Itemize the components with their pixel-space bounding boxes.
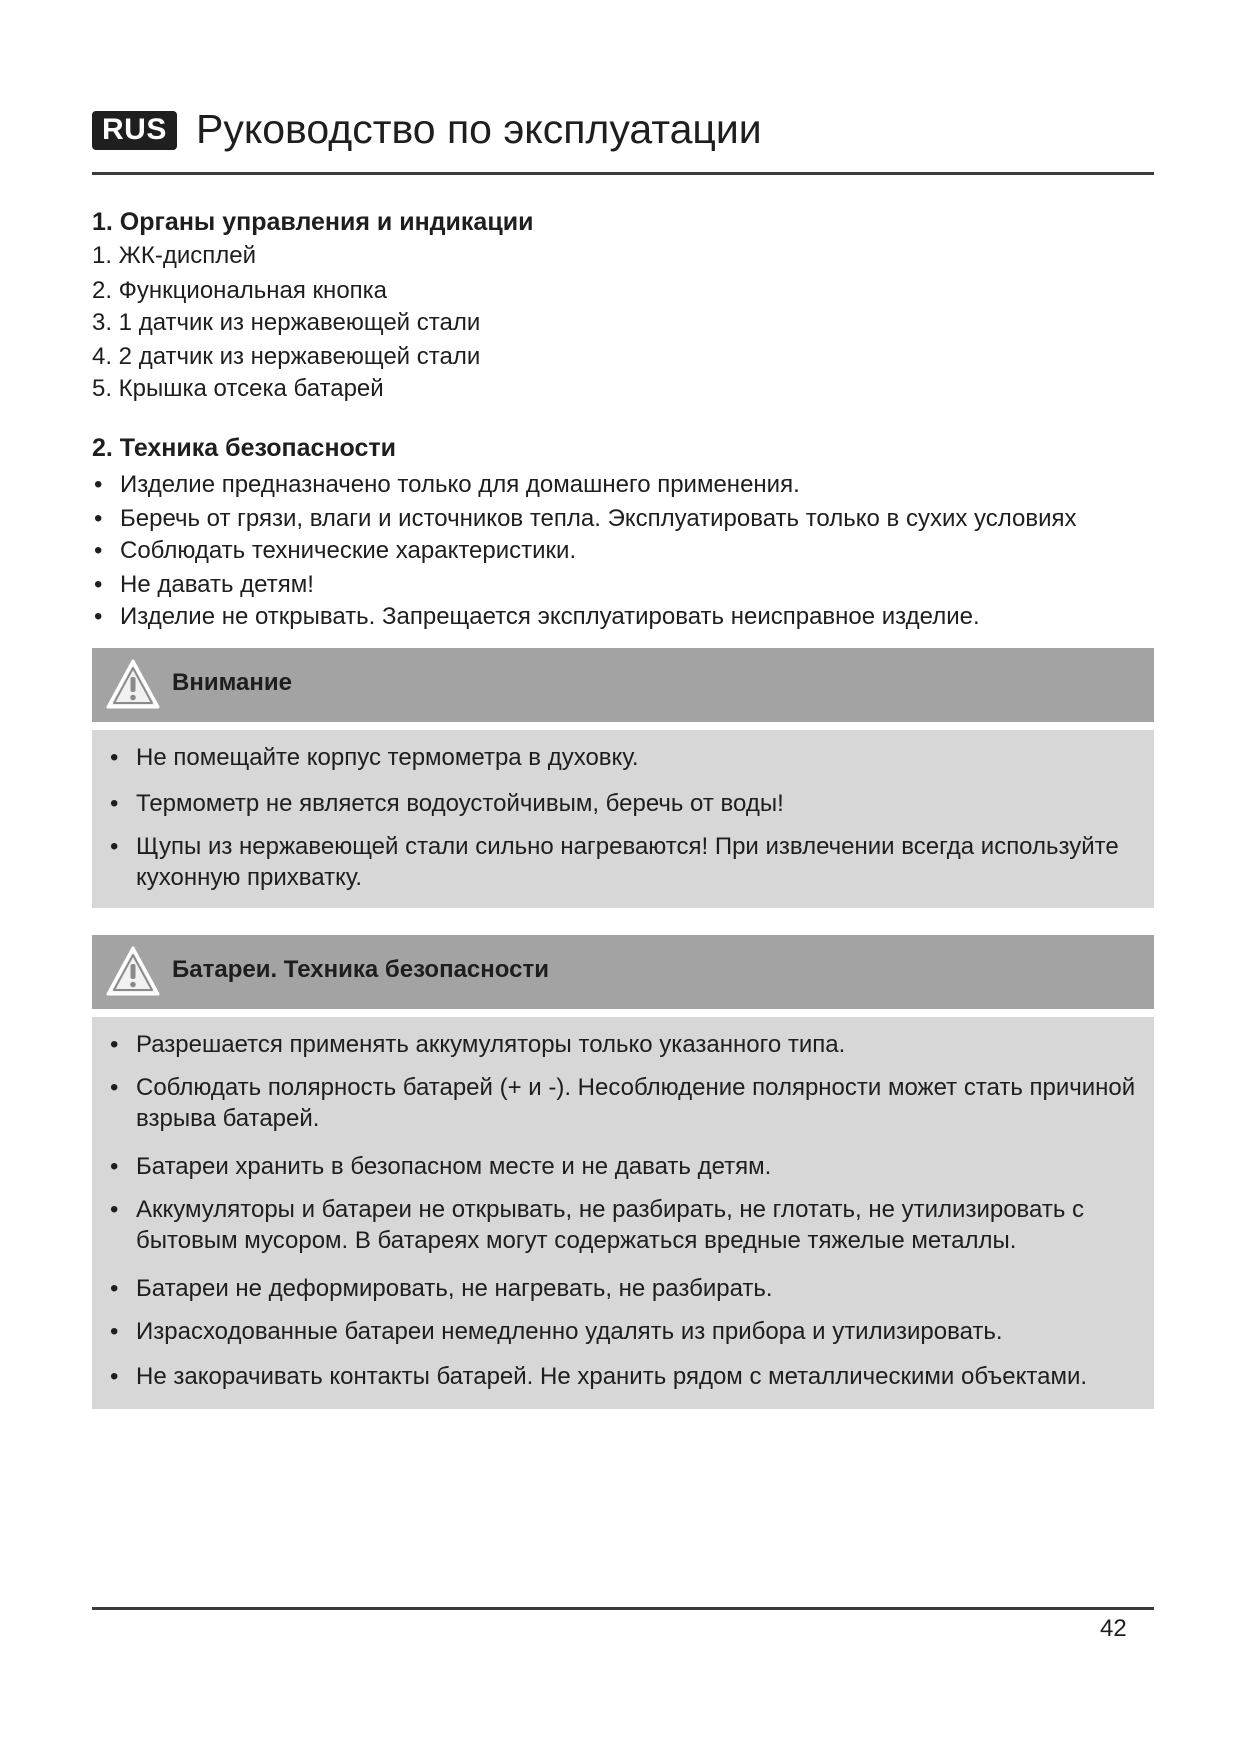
warning-triangle-icon [106, 658, 160, 710]
header-divider [92, 172, 1154, 175]
warning-header [92, 648, 1154, 722]
list-item: 3. 1 датчик из нержавеющей стали [92, 309, 481, 336]
battery-box: • Разрешается применять аккумуляторы только указанного типа. • Соблюдать полярность батарей (+ и -). Несоблюдение полярности может стать причиной взрыва батарей. • Батареи хранить в безопасном месте и не давать детям. • Аккумуляторы и батареи не открывать, не разбирать, не глотать, не утилизировать с бытовым мусором. В батареях могут содержаться вредные тяжелые металлы. • Батареи не деформировать, не нагревать, не разбирать. • Израсходованные батареи немедленно удалять из прибора и утилизировать. • Не закорачивать контакты батарей. Не хранить рядом с металлическими объектами. [92, 1017, 1154, 1409]
list-item: 2. Функциональная кнопка [92, 277, 388, 304]
section-controls-heading: 1. Органы управления и индикации [92, 208, 534, 236]
page-title: Руководство по эксплуатации [196, 106, 762, 152]
list-item: 1. ЖК-дисплей [92, 242, 256, 269]
page-header [92, 103, 1152, 173]
warning-title: Внимание [172, 669, 292, 696]
section-safety-heading: 2. Техника безопасности [92, 434, 397, 462]
manual-page: RUS Руководство по эксплуатации 1. Органы управления и индикации 1. ЖК-дисплей 2. Функциональная кнопка 3. 1 датчик из нержавеющей стали 4. 2 датчик из нержавеющей стали 5. Крышка отсека батарей 2. Техника безопасности • Изделие предназначено только для домашнего применения. • Беречь от грязи, влаги и источников тепла. Эксплуатировать только в сухих условиях • Соблюдать технические характеристики. • Не давать детям! • Изделие не открывать. Запрещается эксплуатировать неисправное изделие. Внимание • Не помещайте корпус термометра в духовку. • Термометр не является водоустойчивым, беречь от воды! • Щупы из нержавеющей стали сильно нагреваются! При извлечении всегда используйте кухонную прихватку. Батареи. Техника безопасности • Разрешается применять аккумуляторы только указанного типа. • Соблюдать полярность батарей (+ и -). Несоблюдение полярности может стать причиной взрыва батарей. • Батареи хранить в безопасном месте и не давать детям. • Аккумуляторы и батареи не открывать, не разбирать, не глотать, не утилизировать с бытовым мусором. В батареях могут содержаться вредные тяжелые металлы. • Батареи не деформировать, не нагревать, не разбирать. • Израсходованные батареи немедленно удалять из прибора и утилизировать. • Не закорачивать контакты батарей. Не хранить рядом с металлическими объектами. 42 [0, 0, 1241, 1754]
list-item: 5. Крышка отсека батарей [92, 375, 384, 402]
language-badge: RUS [92, 111, 177, 150]
battery-header [92, 935, 1154, 1009]
warning-triangle-icon [106, 945, 160, 997]
footer-divider [92, 1607, 1154, 1610]
warning-box: • Не помещайте корпус термометра в духовку. • Термометр не является водоустойчивым, беречь от воды! • Щупы из нержавеющей стали сильно нагреваются! При извлечении всегда используйте кухонную прихватку. [92, 730, 1154, 908]
page-number: 42 [1100, 1615, 1127, 1642]
list-item: 4. 2 датчик из нержавеющей стали [92, 343, 481, 370]
battery-title: Батареи. Техника безопасности [172, 956, 549, 983]
